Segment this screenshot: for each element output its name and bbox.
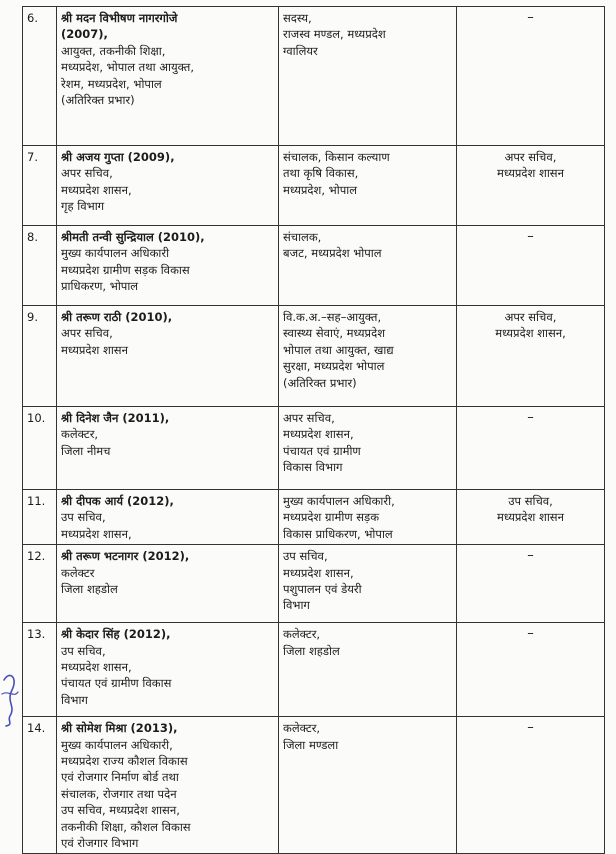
officer-name: श्री दिनेश जैन (2011), [61, 411, 170, 425]
officer-name: श्री मदन विभीषण नागरगोजे [61, 11, 178, 25]
additional-charge-cell [457, 7, 605, 146]
officer-name: श्रीमती तन्वी सुन्द्रियाल (2010), [61, 230, 205, 244]
additional-charge-line: – [527, 229, 534, 244]
officer-detail-line: (2007), [61, 27, 108, 42]
table-row [23, 226, 605, 306]
current-posting-line: कलेक्टर, [283, 627, 321, 642]
table-row [23, 7, 605, 146]
officer-name: श्री सोमेश मिश्रा (2013), [61, 721, 178, 736]
current-posting-cell [279, 146, 457, 226]
officer-name: श्री अजय गुप्ता (2009), [61, 150, 175, 164]
current-posting-line: बजट, मध्यप्रदेश भोपाल [283, 246, 382, 261]
serial-number: 6. [23, 7, 57, 146]
table-row [23, 490, 605, 545]
current-posting-line: वि.क.अ.–सह–आयुक्त, [283, 310, 382, 324]
current-posting-cell [279, 7, 457, 146]
officer-detail-line: मध्यप्रदेश शासन, [61, 526, 132, 541]
officer-detail-line: मध्यप्रदेश शासन, [61, 660, 132, 675]
officer-name: श्री केदार सिंह (2012), [61, 627, 171, 642]
current-posting-line: मध्यप्रदेश ग्रामीण सड़क [283, 510, 380, 525]
officer-detail-line: एवं रोजगार निर्माण बोर्ड तथा [61, 770, 179, 785]
officer-detail-line: अपर सचिव, [61, 326, 113, 341]
officer-detail-line: कलेक्टर, [61, 427, 99, 442]
current-posting-line: विकास विभाग [283, 460, 343, 475]
officer-detail-line: कलेक्टर [61, 565, 95, 580]
table-row [23, 146, 605, 226]
current-posting-line: राजस्व मण्डल, मध्यप्रदेश [283, 27, 386, 42]
current-posting-line: उप सचिव, [283, 549, 328, 564]
officer-cell [57, 226, 279, 306]
current-posting-line: भोपाल तथा आयुक्त, खाद्य [283, 342, 394, 357]
current-posting-line: विकास प्राधिकरण, भोपाल [283, 526, 393, 541]
additional-charge-cell [457, 490, 605, 545]
officer-cell [57, 717, 279, 854]
officer-detail-line: एवं रोजगार विभाग [61, 836, 139, 851]
current-posting-cell [279, 226, 457, 306]
additional-charge-cell [457, 545, 605, 623]
officer-name: श्री तरूण राठी (2010), [61, 310, 173, 324]
table-row [23, 623, 605, 717]
officer-cell [57, 490, 279, 545]
current-posting-line: संचालक, किसान कल्याण [283, 150, 390, 164]
serial-number: 7. [23, 146, 57, 226]
table-row [23, 545, 605, 623]
additional-charge-line: – [527, 548, 534, 564]
officer-transfer-table [22, 6, 605, 854]
current-posting-line: मध्यप्रदेश शासन, [283, 427, 354, 442]
officer-cell [57, 545, 279, 623]
serial-number: 11. [23, 490, 57, 545]
additional-charge-line: मध्यप्रदेश शासन, [495, 326, 566, 341]
current-posting-line: तथा कृषि विकास, [283, 166, 359, 181]
officer-name: श्री दीपक आर्य (2012), [61, 494, 174, 508]
current-posting-line: मुख्य कार्यपालन अधिकारी, [283, 494, 395, 508]
serial-number: 10. [23, 407, 57, 490]
current-posting-line: अपर सचिव, [283, 411, 335, 425]
current-posting-line: मध्यप्रदेश, भोपाल [283, 182, 358, 197]
current-posting-line: संचालक, [283, 230, 322, 244]
current-posting-line: ग्वालियर [283, 43, 318, 58]
officer-detail-line: मध्यप्रदेश शासन [61, 342, 128, 357]
officer-name: श्री तरूण भटनागर (2012), [61, 549, 190, 564]
officer-detail-line: मध्यप्रदेश ग्रामीण सड़क विकास [61, 262, 190, 277]
officer-detail-line: विभाग [61, 692, 88, 707]
officer-detail-line: संचालक, रोजगार तथा पदेन [61, 786, 177, 801]
officer-detail-line: मुख्य कार्यपालन अधिकारी [61, 246, 170, 261]
table-row [23, 717, 605, 854]
current-posting-cell [279, 623, 457, 717]
officer-detail-line: मध्यप्रदेश राज्य कौशल विकास [61, 754, 188, 769]
officer-detail-line: रेशम, मध्यप्रदेश, भोपाल [61, 76, 162, 91]
officer-detail-line: जिला नीमच [61, 443, 111, 458]
table-body [23, 7, 605, 854]
serial-number: 12. [23, 545, 57, 623]
officer-detail-line: प्राधिकरण, भोपाल [61, 279, 139, 294]
additional-charge-cell [457, 226, 605, 306]
table-row [23, 407, 605, 490]
officer-cell [57, 7, 279, 146]
officer-detail-line: उप सचिव, [61, 510, 106, 525]
officer-detail-line: गृह विभाग [61, 199, 105, 214]
current-posting-line: सुरक्षा, मध्यप्रदेश भोपाल [283, 359, 385, 374]
officer-cell [57, 623, 279, 717]
additional-charge-line: उप सचिव, [508, 494, 553, 508]
current-posting-cell [279, 717, 457, 854]
current-posting-line: विभाग [283, 598, 310, 613]
additional-charge-line: – [527, 10, 534, 25]
current-posting-cell [279, 306, 457, 407]
additional-charge-line: मध्यप्रदेश शासन [497, 510, 564, 525]
additional-charge-line: अपर सचिव, [504, 310, 557, 324]
officer-detail-line: (अतिरिक्त प्रभार) [61, 93, 135, 108]
serial-number: 14. [23, 717, 57, 854]
additional-charge-cell [457, 306, 605, 407]
officer-detail-line: मध्यप्रदेश, भोपाल तथा आयुक्त, [61, 60, 195, 75]
officer-detail-line: आयुक्त, तकनीकी शिक्षा, [61, 43, 166, 58]
officer-detail-line: उप सचिव, [61, 643, 106, 658]
officer-detail-line: अपर सचिव, [61, 166, 113, 181]
additional-charge-cell [457, 407, 605, 490]
officer-detail-line: तकनीकी शिक्षा, कौशल विकास [61, 819, 191, 834]
current-posting-line: पंचायत एवं ग्रामीण [283, 443, 361, 458]
current-posting-line: जिला शहडोल [283, 643, 340, 658]
current-posting-line: कलेक्टर, [283, 721, 321, 736]
serial-number: 9. [23, 306, 57, 407]
additional-charge-line: – [527, 720, 534, 736]
officer-cell [57, 146, 279, 226]
current-posting-line: जिला मण्डला [283, 737, 339, 752]
additional-charge-line: मध्यप्रदेश शासन [497, 166, 564, 181]
current-posting-line: स्वास्थ्य सेवाएं, मध्यप्रदेश [283, 326, 386, 341]
additional-charge-cell [457, 146, 605, 226]
serial-number: 8. [23, 226, 57, 306]
current-posting-cell [279, 545, 457, 623]
current-posting-line: मध्यप्रदेश शासन, [283, 565, 354, 580]
officer-detail-line: मध्यप्रदेश शासन, [61, 182, 132, 197]
additional-charge-line: – [527, 626, 534, 642]
officer-detail-line: मुख्य कार्यपालन अधिकारी, [61, 737, 173, 752]
additional-charge-cell [457, 623, 605, 717]
additional-charge-line: अपर सचिव, [504, 150, 557, 164]
additional-charge-cell [457, 717, 605, 854]
serial-number: 13. [23, 623, 57, 717]
officer-detail-line: जिला शहडोल [61, 582, 118, 597]
current-posting-line: पशुपालन एवं डेयरी [283, 582, 362, 597]
current-posting-line: सदस्य, [283, 11, 312, 25]
officer-cell [57, 306, 279, 407]
officer-cell [57, 407, 279, 490]
signature-mark [0, 660, 22, 730]
table-row [23, 306, 605, 407]
current-posting-line: (अतिरिक्त प्रभार) [283, 375, 357, 390]
current-posting-cell [279, 490, 457, 545]
officer-detail-line: पंचायत एवं ग्रामीण विकास [61, 676, 172, 691]
current-posting-cell [279, 407, 457, 490]
additional-charge-line: – [527, 410, 534, 425]
officer-detail-line: उप सचिव, मध्यप्रदेश शासन, [61, 803, 180, 818]
